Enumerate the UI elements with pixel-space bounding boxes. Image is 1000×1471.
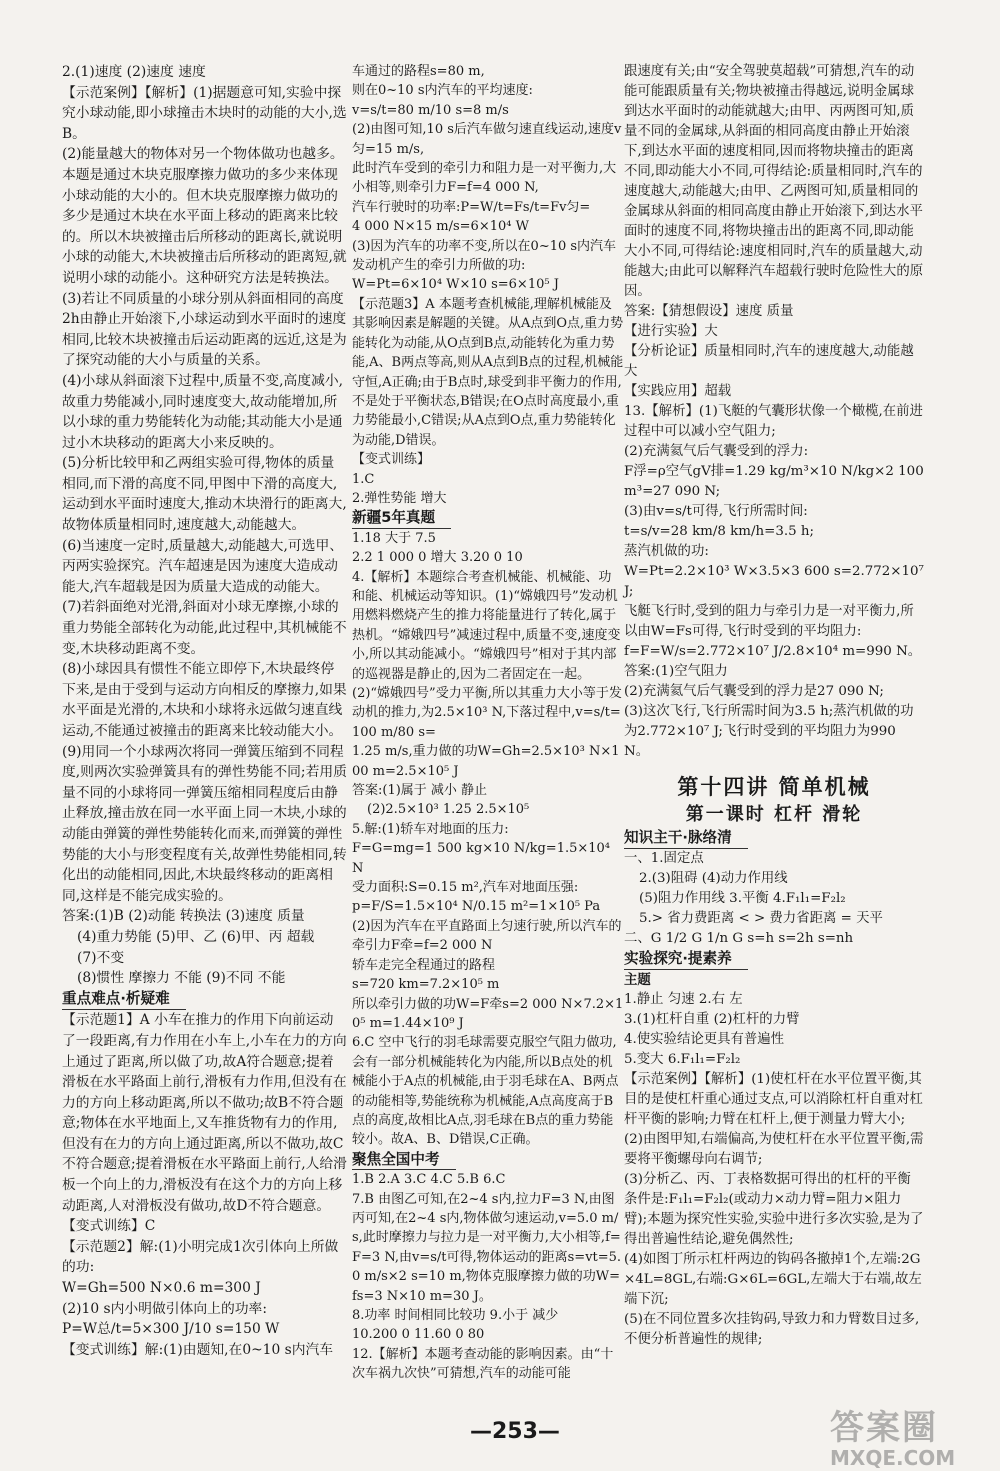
answer-line: (4)重力势能 (5)甲、乙 (6)甲、丙 超载 [77,928,315,945]
paragraph: 【示范题1】A 小车在推力的作用下向前运动了一段距离,有力作用在小车上,小车在力的方向上通过了距离,所以做了功,故A符合题意;提着滑板在水平路面上前行,滑板有力作用,但没有在力的方向上移动距离,所以不做功;故B不符合题意;物体在水平地面上,又车推货物有力的作用,但没有在力的方向上通过距离,所以不做功,故C不符合题意;提着滑板在水平路面上前行,人给滑板一个向上的力,滑板没有在这个力的方向上移动距离,人对滑板没有做功,故D不符合题意。 [62,1012,347,1214]
page-number: —253— [470,1419,560,1444]
lesson-title: 第一课时 杠杆 滑轮 [685,804,863,825]
paragraph: (5)在不同位置多次挂钩码,导致力和力臂数目过多,不便分析普遍性的规律; [624,1312,920,1347]
formula-line: v=s/t=80 m/10 s=8 m/s [352,102,509,118]
watermark-logo: 答案圈 [830,1408,938,1448]
text-column-left [62,62,347,1360]
formula-line: f=F=W/s=2.772×10⁷ J/2.8×10⁴ m=990 N。 [624,644,922,659]
paragraph: 13.【解析】(1)飞艇的气囊形状像一个橄榄,在前进过程中可以减小空气阻力; [624,404,923,439]
answer-line: (2)2.5×10³ 1.25 2.5×10⁵ [367,802,530,818]
section-heading: 新疆5年真题 [352,508,451,528]
paragraph: 跟速度有关;由“安全驾驶莫超载”可猜想,汽车的动能可能跟质量有关;物块被撞击得越远,说明金属球到达水平面时的动能就越大;由甲、丙两图可知,质量不同的金属球,从斜面的相同高度由静止开始滚下,到达水平面的速度相同,因而将物块撞击的距离不同,即动能大小不同,可得结论:质量相同时,汽车的速度越大,动能越大;由甲、乙两图可知,质量相同的金属球从斜面的相同高度由静止开始滚下,到达水平面时的速度不同,将物块撞击出的距离不同,即动能大小不同,可得结论:速度相同时,汽车的质量越大,动能越大;由此可以解释汽车超载行驶时危险性大的原因。 [624,64,924,299]
section-heading: 知识主干·脉络清 [624,828,748,849]
formula-line: F浮=ρ空气gV排=1.29 kg/m³×10 N/kg×2 100 m³=27 090 N; [624,464,924,499]
paragraph: (2)充满氦气后气囊受到的浮力: [624,444,809,459]
answer-line: 10.200 0 11.60 0 80 [352,1327,485,1343]
paragraph: (4)小球从斜面滚下过程中,质量不变,高度减小,故重力势能减小,同时速度变大,故动能增加,所以小球的重力势能转化为动能;其动能大小是通过小木块移动的距离大小来反映的。 [62,372,344,451]
watermark-site: MXQE.COM [830,1446,956,1470]
answer-line: 5.变大 6.F₁l₁=F₂l₂ [624,1052,741,1067]
paragraph: (8)小球因具有惯性不能立即停下,木块最终停下来,是由于受到与运动方向相反的摩擦力,如果水平面是光滑的,木块和小球将永远做匀速直线运动,不能通过被撞击的距离来比较动能大小。 [62,661,347,739]
paragraph: 受力面积:S=0.15 m²,汽车对地面压强: [352,880,579,896]
answer-line: 答案:(1)属于 减小 静止 [352,783,488,799]
answer-line: 4.使实验结论更具有普遍性 [624,1032,785,1047]
paragraph: 所以牵引力做的功W=F牵s=2 000 N×7.2×10⁵ m=1.44×10⁹ J [352,996,624,1031]
section-heading: 聚焦全国中考 [352,1150,456,1170]
paragraph: 5.解:(1)轿车对地面的压力: [352,821,509,837]
paragraph: 1.25 m/s,重力做的功W=Gh=2.5×10³ N×100 m=2.5×10⁵ J [352,744,620,779]
paragraph: 6.C 空中飞行的羽毛球需要克服空气阻力做功,会有一部分机械能转化为内能,所以B点处的机械能小于A点的机械能,由于羽毛球在A、B两点的动能相等,势能统称为机械能,A点高度高于B点的高度,故相比A点,羽毛球在B点的重力势能较小。故A、B、D错误,C正确。 [352,1035,619,1148]
paragraph: (3)因为汽车的功率不变,所以在0~10 s内汽车发动机产生的牵引力所做的功: [352,238,617,274]
paragraph: 4.【解析】本题综合考查机械能、机械能、功和能、机械运动等知识。(1)“嫦娥四号”发动机用燃料燃烧产生的推力将能量进行了转化,属于热机。“嫦娥四号”减速过程中,质量不变,速度变小,所以其动能减小。“嫦娥四号”相对于其内部的巡视器是静止的,因为二者固定在一起。 [352,569,621,682]
paragraph: 则在0~10 s内汽车的平均速度: [352,83,533,99]
paragraph: (4)如图丁所示杠杆两边的钩码各撤掉1个,左端:2G×4L=8GL,右端:G×6L=6GL,左端大于右端,故左端下沉; [624,1252,922,1307]
paragraph: (5)分析比较甲和乙两组实验可得,物体的质量相同,而下滑的高度不同,甲图中下滑的高度大,运动到水平面时速度大,推动木块滑行的距离大,故物体质量相同时,速度越大,动能越大。 [62,455,347,534]
paragraph: 车通过的路程s=80 m, [352,64,485,79]
answer-line: (2)充满氦气后气囊受到的浮力是27 090 N; [624,684,884,699]
answer-line: (8)惯性 摩擦力 不能 (9)不同 不能 [77,970,286,987]
text-column-right [624,62,924,1350]
text-column-middle [352,62,624,1384]
paragraph: 【变式训练】C [62,1218,156,1235]
answer-line: 1.静止 匀速 2.右 左 [624,992,743,1007]
paragraph: 【变式训练】 [352,452,431,468]
paragraph: 飞艇飞行时,受到的阻力与牵引力是一对平衡力,所以由W=Fs可得,飞行时受到的平均阻力: [624,604,914,639]
answer-line: 答案:(1)B (2)动能 转换法 (3)速度 质量 [62,908,305,925]
formula-line: t=s/v=28 km/8 km/h=3.5 h; [624,524,815,539]
answer-line: 【进行实验】大 [624,324,718,339]
formula-line: s=720 km=7.2×10⁵ m [352,977,500,993]
answer-line: 1.C [352,471,375,487]
paragraph: (2)由图甲知,右端偏高,为使杠杆在水平位置平衡,需要将平衡螺母向右调节; [624,1132,924,1167]
paragraph: 【示范案例】【解析】(1)据题意可知,实验中探究小球动能,即小球撞击木块时的动能的大小,选B。 [62,84,347,142]
answer-line: 8.功率 时间相同比较功 9.小于 减少 [352,1308,559,1323]
paragraph: (3)由v=s/t可得,飞行所需时间: [624,504,808,519]
answer-line: 2.(3)阻碍 (4)动力作用线 [639,871,788,886]
paragraph: 7.B 由图乙可知,在2~4 s内,拉力F=3 N,由图丙可知,在2~4 s内,物体做匀速运动,v=5.0 m/s,此时摩擦力与拉力是一对平衡力,大小相等,f=F=3 N,由v=s/t可得,物体运动的距离s=vt=5.0 m/s×2 s=10 m,物体克服摩擦力做的功W=fs=3 N×10 m=30 J。 [352,1191,622,1304]
formula-line: F=G=mg=1 500 kg×10 N/kg=1.5×10⁴ N [352,841,611,876]
subheading: 主题 [624,972,651,988]
answer-line: 2.2 1 000 0 增大 3.20 0 10 [352,550,523,566]
paragraph: 2.(1)速度 (2)速度 速度 [62,64,206,80]
answer-line: 3.(1)杠杆自重 (2)杠杆的力臂 [624,1012,800,1027]
formula-line: W=Gh=500 N×0.6 m=300 J [62,1280,261,1297]
watermark [830,1410,955,1470]
paragraph: 蒸汽机做的功: [624,544,709,559]
paragraph: (3)若让不同质量的小球分别从斜面相同的高度2h由静止开始滚下,小球运动到水平面时的速度相同,比较木块被撞击后运动距离的远近,这是为了探究动能的大小与质量的关系。 [62,290,347,369]
answer-line: 5.> 省力费距离 < > 费力省距离 = 天平 [639,911,883,926]
paragraph: 此时汽车受到的牵引力和阻力是一对平衡力,大小相等,则牵引力F=f=4 000 N, [352,161,617,196]
formula-line: W=Pt=6×10⁴ W×10 s=6×10⁵ J [352,277,559,293]
answer-line: 【实践应用】超载 [624,384,732,399]
answer-line: (5)阻力作用线 3.平衡 4.F₁l₁=F₂l₂ [639,891,846,906]
formula-line: p=F/S=1.5×10⁴ N/0.15 m²=1×10⁵ Pa [352,899,601,915]
paragraph: 【示范题2】解:(1)小明完成1次引体向上所做的功: [62,1238,339,1276]
answer-line: (7)不变 [77,949,125,966]
paragraph: (2)10 s内小明做引体向上的功率: [62,1300,267,1317]
paragraph: (3)分析乙、丙、丁表格数据可得出的杠杆的平衡条件是:F₁l₁=F₂l₂(或动力×动力臂=阻力×阻力臂);本题为探究性实验,实验中进行多次实验,是为了得出普遍性结论,避免偶然性; [624,1172,924,1247]
answer-line: 答案:【猜想假设】速度 质量 [624,304,794,319]
answer-line: 2.弹性势能 增大 [352,490,447,506]
paragraph: 12.【解析】本题考查动能的影响因素。由“十次车祸九次快”可猜想,汽车的动能可能 [352,1346,614,1382]
answer-line: 1.B 2.A 3.C 4.C 5.B 6.C [352,1172,506,1188]
paragraph: 轿车走完全程通过的路程 [352,957,496,973]
answer-line: 1.18 大于 7.5 [352,530,436,546]
formula-line: P=W总/t=5×300 J/10 s=150 W [62,1321,280,1338]
formula-line: W=Pt=2.2×10³ W×3.5×3 600 s=2.772×10⁷ J; [624,564,924,599]
formula-line: 4 000 N×15 m/s=6×10⁴ W [352,219,529,235]
paragraph: 【变式训练】解:(1)由题知,在0~10 s内汽车 [62,1341,334,1358]
section-heading: 重点难点·析疑难 [62,989,186,1011]
chapter-title: 第十四讲 简单机械 [677,775,871,799]
paragraph: 【示范题3】A 本题考查机械能,理解机械能及其影响因素是解题的关键。从A点到O点,重力势能转化为动能,从O点到B点,动能转化为重力势能,A、B两点等高,则从A点到B点的过程,机械能守恒,A正确;由于B点时,球受到非平衡力的作用,不是处于平衡状态,B错误;在O点时高度最小,重力势能最小,C错误;从A点到O点,重力势能转化为动能,D错误。 [352,296,624,448]
answer-line: 答案:(1)空气阻力 [624,664,728,679]
section-heading: 实验探究·提素养 [624,949,748,970]
paragraph: (6)当速度一定时,质量越大,动能越大,可选甲、丙两实验探究。汽车超速是因为速度大造成动能大,汽车超载是因为质量大造成的动能大。 [62,537,344,595]
formula-line: 汽车行驶时的功率:P=W/t=Fs/t=Fv匀= [352,199,591,215]
paragraph: (7)若斜面绝对光滑,斜面对小球无摩擦,小球的重力势能全部转化为动能,此过程中,其机械能不变,木块移动距离不变。 [62,599,347,657]
answer-line: (3)这次飞行,飞行所需时间为3.5 h;蒸汽机做的功为2.772×10⁷ J;飞行时受到的平均阻力为990 N。 [624,704,914,759]
answer-line: 一、1.固定点 [624,851,704,866]
paragraph: (2)能量越大的物体对另一个物体做功也越多。本题是通过木块克服摩擦力做功的多少来体现小球动能的大小的。但木块克服摩擦力做功的多少是通过木块在水平面上移动的距离来比较的。所以木块被撞击后所移动的距离长,就说明小球的动能大,木块被撞击后所移动的距离短,就说明小球的动能小。这种研究方法是转换法。 [62,146,347,286]
paragraph: (9)用同一个小球两次将同一弹簧压缩到不同程度,则两次实验弹簧具有的弹性势能不同;若用质量不同的小球将同一弹簧压缩相同程度后由静止释放,撞击放在同一水平面上同一木块,小球的动能由弹簧的弹性势能转化而来,而弹簧的弹性势能的大小与形变程度有关,故弹性势能相同,转化出的动能相同,因此,木块最终移动的距离相同,这样是不能完成实验的。 [62,743,347,904]
answer-line: 【分析论证】质量相同时,汽车的速度越大,动能越大 [624,344,914,379]
paragraph: 【示范案例】【解析】(1)使杠杆在水平位置平衡,其目的是使杠杆重心通过支点,可以消除杠杆自重对杠杆平衡的影响;力臂在杠杆上,便于测量力臂大小; [624,1072,923,1127]
paragraph: (2)因为汽车在平直路面上匀速行驶,所以汽车的牵引力F牵=f=2 000 N [352,918,622,954]
paragraph: (2)“嫦娥四号”受力平衡,所以其重力大小等于发动机的推力,为2.5×10³ N,下落过程中,v=s/t=100 m/80 s= [352,686,622,740]
paragraph: (2)由图可知,10 s后汽车做匀速直线运动,速度v匀=15 m/s, [352,122,622,157]
answer-line: 二、G 1/2 G 1/n G s=h s=2h s=nh [624,931,854,946]
